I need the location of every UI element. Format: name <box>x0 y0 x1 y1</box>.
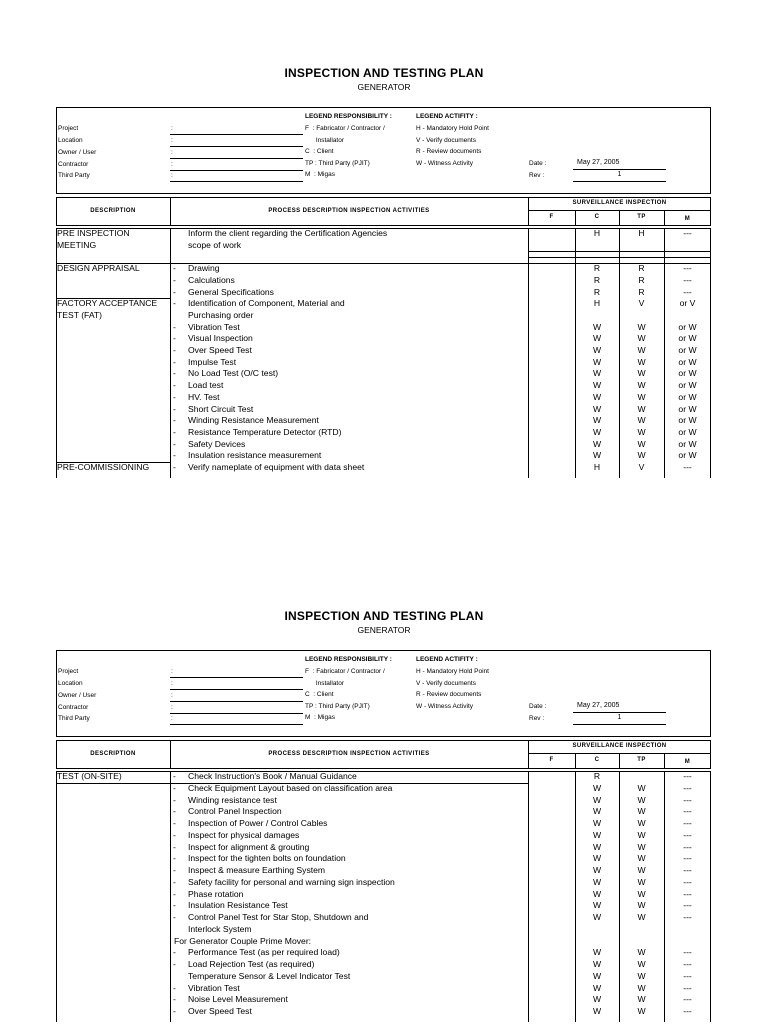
row-migas-code: --- <box>683 900 692 911</box>
row-activity: For Generator Couple Prime Mover: <box>174 935 312 946</box>
row-bullet: - <box>173 380 176 391</box>
row-migas-code: or W <box>678 368 697 379</box>
row-activity: Inspection of Power / Control Cables <box>188 818 328 828</box>
row-migas-code: --- <box>683 994 692 1005</box>
row-activity: Calculations <box>188 274 235 285</box>
row-client-code: H <box>593 462 601 472</box>
row-migas-code: or W <box>678 391 697 402</box>
row-thirdparty-code: W <box>637 391 646 402</box>
row-thirdparty-code: W <box>637 853 646 864</box>
row-activity: Load Rejection Test (as required) <box>188 959 315 969</box>
info-label: Third Party <box>58 172 90 179</box>
row-client-code: W <box>592 806 602 817</box>
column-header-tp: TP <box>637 757 646 763</box>
row-thirdparty-code: W <box>637 806 646 817</box>
column-header-m: M <box>684 759 691 765</box>
row-bullet: - <box>173 391 176 402</box>
row-migas-code: --- <box>683 782 692 793</box>
date-label: Date : <box>529 160 547 167</box>
row-thirdparty-code: W <box>637 380 646 391</box>
row-client-code: W <box>592 912 602 922</box>
row-client-code: W <box>592 345 602 355</box>
column-header-f: F <box>549 214 554 220</box>
row-thirdparty-code: W <box>637 356 646 367</box>
row-bullet: - <box>173 888 176 899</box>
row-thirdparty-code: R <box>638 274 645 285</box>
row-bullet: - <box>173 982 176 993</box>
row-activity: Inspect for physical damages <box>188 829 300 840</box>
row-migas-code: --- <box>683 771 692 781</box>
row-activity: Winding Resistance Measurement <box>188 415 319 426</box>
column-header-f: F <box>549 757 554 763</box>
row-activity: Vibration Test <box>188 982 240 993</box>
row-description: TEST (ON-SITE) <box>57 771 122 781</box>
rev-value: 1 <box>617 714 622 721</box>
row-activity: Interlock System <box>188 923 252 934</box>
row-client-code: R <box>593 274 601 285</box>
legend-activity-item: V - Verify documents <box>416 137 476 144</box>
row-bullet: - <box>173 263 176 274</box>
row-bullet: - <box>173 959 176 969</box>
column-header-c: C <box>594 214 600 220</box>
row-client-code: W <box>592 994 602 1005</box>
row-migas-code: --- <box>683 829 692 840</box>
info-colon: : <box>171 161 173 168</box>
row-client-code: W <box>592 368 602 379</box>
row-description: DESIGN APPRAISAL <box>57 263 140 274</box>
row-thirdparty-code: W <box>637 888 646 899</box>
body-left-border <box>56 771 57 1022</box>
row-migas-code: --- <box>683 959 692 969</box>
row-bullet: - <box>173 415 176 426</box>
row-activity: Safety Devices <box>188 438 246 449</box>
row-client-code: W <box>592 794 602 805</box>
row-activity: Inspect & measure Earthing System <box>188 865 326 875</box>
row-migas-code: --- <box>683 228 692 238</box>
legend-activity-item: H - Mandatory Hold Point <box>416 125 489 132</box>
row-bullet: - <box>173 876 176 887</box>
row-bullet: - <box>173 771 176 781</box>
legend-responsibility-item: C : Client <box>305 148 334 155</box>
row-client-code: W <box>592 982 602 993</box>
row-migas-code: --- <box>683 888 692 899</box>
row-client-code: R <box>593 263 601 274</box>
legend-activity-title: LEGEND ACTIFITY : <box>416 656 478 663</box>
legend-responsibility-title: LEGEND RESPONSIBILITY : <box>305 113 392 120</box>
row-migas-code: --- <box>683 286 692 297</box>
info-colon: : <box>171 149 173 156</box>
row-migas-code: --- <box>683 912 692 922</box>
row-bullet: - <box>173 356 176 367</box>
row-client-code: H <box>593 228 601 238</box>
row-bullet: - <box>173 333 176 344</box>
column-header-m: M <box>684 216 691 222</box>
legend-responsibility-item: M : Migas <box>305 171 335 178</box>
legend-activity-item: W - Witness Activity <box>416 160 474 167</box>
document-subtitle: GENERATOR <box>357 625 411 635</box>
legend-responsibility-item: C : Client <box>305 691 334 698</box>
rev-label: Rev : <box>529 715 545 722</box>
row-bullet: - <box>173 806 176 817</box>
info-colon: : <box>171 715 173 722</box>
row-thirdparty-code: W <box>637 818 646 828</box>
info-underline <box>170 689 303 690</box>
row-migas-code: --- <box>683 841 692 852</box>
column-header-process: PROCESS DESCRIPTION INSPECTION ACTIVITIES <box>268 208 430 214</box>
row-migas-code: or W <box>678 450 697 461</box>
row-activity: Impulse Test <box>188 356 237 367</box>
row-client-code: W <box>592 818 602 828</box>
row-bullet: - <box>173 274 176 285</box>
row-migas-code: --- <box>683 806 692 817</box>
info-colon: : <box>171 680 173 687</box>
row-activity: Drawing <box>188 263 220 274</box>
info-underline <box>170 713 303 714</box>
row-migas-code: --- <box>683 274 692 285</box>
row-bullet: - <box>173 829 176 840</box>
legend-activity-item: R - Review documents <box>416 148 482 155</box>
column-header-description: DESCRIPTION <box>90 208 136 214</box>
rev-underline <box>573 724 666 725</box>
legend-activity-item: H - Mandatory Hold Point <box>416 668 489 675</box>
date-value: May 27, 2005 <box>577 159 620 166</box>
row-activity: Insulation resistance measurement <box>188 450 322 461</box>
row-bullet: - <box>173 426 176 437</box>
legend-responsibility-title: LEGEND RESPONSIBILITY : <box>305 656 392 663</box>
row-description: PRE INSPECTION <box>57 228 130 238</box>
row-thirdparty-code: W <box>637 1006 646 1016</box>
row-activity: Control Panel Inspection <box>188 806 282 817</box>
column-header-surveillance: SURVEILLANCE INSPECTION <box>572 200 667 206</box>
row-migas-code: or V <box>679 298 696 309</box>
date-label: Date : <box>529 703 547 710</box>
row-client-code: W <box>592 888 602 899</box>
row-migas-code: --- <box>683 982 692 993</box>
row-bullet: - <box>173 345 176 355</box>
row-activity: Visual Inspection <box>188 333 253 344</box>
row-migas-code: --- <box>683 462 692 472</box>
row-bullet: - <box>173 947 176 958</box>
row-migas-code: or W <box>678 426 697 437</box>
row-migas-code: or W <box>678 356 697 367</box>
row-client-code: W <box>592 841 602 852</box>
row-migas-code: or W <box>678 380 697 391</box>
row-activity: Over Speed Test <box>188 345 252 355</box>
row-client-code: W <box>592 438 602 449</box>
row-thirdparty-code: R <box>638 263 645 274</box>
row-migas-code: --- <box>683 947 692 958</box>
body-column-divider <box>170 771 171 1022</box>
row-client-code: W <box>592 947 602 958</box>
row-thirdparty-code: W <box>637 794 646 805</box>
row-thirdparty-code: W <box>637 415 646 426</box>
info-colon: : <box>171 704 173 711</box>
info-colon: : <box>171 692 173 699</box>
row-activity: HV. Test <box>188 391 220 402</box>
row-thirdparty-code: W <box>637 782 646 793</box>
date-underline <box>573 712 666 713</box>
row-thirdparty-code: W <box>637 947 646 958</box>
row-activity: Winding resistance test <box>188 794 277 805</box>
row-thirdparty-code: H <box>638 228 645 238</box>
row-client-code: R <box>593 286 601 297</box>
body-column-divider <box>528 771 529 1022</box>
row-bullet: - <box>173 368 176 379</box>
row-thirdparty-code: W <box>637 403 646 414</box>
row-migas-code: or W <box>678 345 697 355</box>
row-bullet: - <box>173 853 176 864</box>
row-migas-code: or W <box>678 403 697 414</box>
legend-responsibility-item: TP : Third Party (PJIT) <box>305 703 370 710</box>
row-bullet: - <box>173 841 176 852</box>
row-client-code: W <box>592 426 602 437</box>
row-thirdparty-code: W <box>637 841 646 852</box>
row-activity: Resistance Temperature Detector (RTD) <box>188 426 342 437</box>
row-client-code: W <box>592 782 602 793</box>
row-bullet: - <box>173 298 176 309</box>
row-activity: Over Speed Test <box>188 1006 252 1016</box>
row-bullet: - <box>173 438 176 449</box>
row-client-code: W <box>592 391 602 402</box>
row-migas-code: or W <box>678 333 697 344</box>
row-activity: No Load Test (O/C test) <box>188 368 279 379</box>
row-activity: Control Panel Test for Star Stop, Shutdown and <box>188 912 369 922</box>
row-thirdparty-code: W <box>637 321 646 332</box>
row-thirdparty-code: W <box>637 970 646 981</box>
row-bullet: - <box>173 994 176 1005</box>
row-client-code: W <box>592 450 602 461</box>
info-label: Third Party <box>58 715 90 722</box>
row-client-code: W <box>592 853 602 864</box>
info-label: Contractor <box>58 161 89 168</box>
row-bullet: - <box>173 1006 176 1016</box>
row-activity: Inspect for alignment & grouting <box>188 841 310 852</box>
row-migas-code: --- <box>683 876 692 887</box>
row-bullet: - <box>173 286 176 297</box>
row-migas-code: --- <box>683 970 692 981</box>
legend-responsibility-item: Installator <box>305 680 345 687</box>
row-thirdparty-code: W <box>637 876 646 887</box>
row-thirdparty-code: W <box>637 982 646 993</box>
row-bullet: - <box>173 462 176 472</box>
info-underline <box>170 677 303 678</box>
row-activity: Safety facility for personal and warning sign inspection <box>188 876 395 887</box>
row-activity: Verify nameplate of equipment with data sheet <box>188 462 365 472</box>
row-activity: Noise Level Measurement <box>188 994 288 1005</box>
row-client-code: W <box>592 970 602 981</box>
info-colon: : <box>171 172 173 179</box>
row-bullet: - <box>173 818 176 828</box>
info-underline <box>170 701 303 702</box>
info-colon: : <box>171 125 173 132</box>
row-description: FACTORY ACCEPTANCE <box>57 298 158 309</box>
info-label: Owner / User <box>58 149 97 156</box>
document-title: INSPECTION AND TESTING PLAN <box>284 609 484 623</box>
column-header-process: PROCESS DESCRIPTION INSPECTION ACTIVITIES <box>268 751 430 757</box>
info-label: Owner / User <box>58 692 97 699</box>
info-label: Location <box>58 137 83 144</box>
rev-label: Rev : <box>529 172 545 179</box>
row-activity: Check Equipment Layout based on classification area <box>188 782 393 793</box>
info-label: Project <box>58 668 79 675</box>
column-header-tp: TP <box>637 214 646 220</box>
row-thirdparty-code: W <box>637 829 646 840</box>
rev-value: 1 <box>617 171 622 178</box>
row-migas-code: or W <box>678 438 697 449</box>
row-migas-code: --- <box>683 865 692 875</box>
row-bullet: - <box>173 794 176 805</box>
row-description: TEST (FAT) <box>57 309 103 320</box>
row-activity: Phase rotation <box>188 888 244 899</box>
row-client-code: W <box>592 321 602 332</box>
legend-activity-item: W - Witness Activity <box>416 703 474 710</box>
row-activity: scope of work <box>188 239 242 250</box>
row-migas-code: --- <box>683 818 692 828</box>
row-activity: Performance Test (as per required load) <box>188 947 340 958</box>
row-activity: Insulation Resistance Test <box>188 900 288 911</box>
row-thirdparty-code: R <box>638 286 645 297</box>
row-thirdparty-code: W <box>637 959 646 969</box>
row-thirdparty-code: W <box>637 912 646 922</box>
row-thirdparty-code: W <box>637 333 646 344</box>
row-migas-code: --- <box>683 1006 692 1016</box>
row-client-code: H <box>593 298 601 309</box>
info-label: Project <box>58 125 79 132</box>
row-migas-code: --- <box>683 794 692 805</box>
row-thirdparty-code: W <box>637 426 646 437</box>
row-activity: Inform the client regarding the Certification Agencies <box>188 228 388 238</box>
row-client-code: W <box>592 1006 602 1016</box>
info-colon: : <box>171 668 173 675</box>
row-client-code: W <box>592 959 602 969</box>
row-description: MEETING <box>57 239 97 250</box>
row-thirdparty-code: W <box>637 438 646 449</box>
row-thirdparty-code: W <box>637 865 646 875</box>
legend-activity-title: LEGEND ACTIFITY : <box>416 113 478 120</box>
row-bullet: - <box>173 321 176 332</box>
document-subtitle: GENERATOR <box>357 82 411 92</box>
row-activity: Vibration Test <box>188 321 240 332</box>
row-activity: Temperature Sensor & Level Indicator Test <box>188 970 351 981</box>
row-thirdparty-code: W <box>637 450 646 461</box>
row-bullet: - <box>173 403 176 414</box>
row-client-code: R <box>593 771 601 781</box>
row-bullet: - <box>173 782 176 793</box>
row-thirdparty-code: W <box>637 994 646 1005</box>
row-thirdparty-code: W <box>637 345 646 355</box>
row-thirdparty-code: V <box>638 462 645 472</box>
legend-responsibility-item: M : Migas <box>305 714 335 721</box>
row-client-code: W <box>592 900 602 911</box>
row-bullet: - <box>173 900 176 911</box>
date-value: May 27, 2005 <box>577 702 620 709</box>
legend-activity-item: R - Review documents <box>416 691 482 698</box>
row-thirdparty-code: W <box>637 900 646 911</box>
info-underline <box>170 724 303 725</box>
column-header-description: DESCRIPTION <box>90 751 136 757</box>
row-activity: Inspect for the tighten bolts on foundation <box>188 853 346 864</box>
row-client-code: W <box>592 333 602 344</box>
row-migas-code: or W <box>678 415 697 426</box>
row-migas-code: or W <box>678 321 697 332</box>
info-label: Location <box>58 680 83 687</box>
row-client-code: W <box>592 356 602 367</box>
info-label: Contractor <box>58 704 89 711</box>
row-activity: Short Circuit Test <box>188 403 254 414</box>
column-header-surveillance: SURVEILLANCE INSPECTION <box>572 743 667 749</box>
row-activity: General Specifications <box>188 286 274 297</box>
row-client-code: W <box>592 403 602 414</box>
legend-activity-item: V - Verify documents <box>416 680 476 687</box>
document-title: INSPECTION AND TESTING PLAN <box>284 66 484 80</box>
row-activity: Identification of Component, Material and <box>188 298 345 309</box>
row-activity: Purchasing order <box>188 309 254 320</box>
column-header-c: C <box>594 757 600 763</box>
row-client-code: W <box>592 865 602 875</box>
row-bullet: - <box>173 912 176 922</box>
info-colon: : <box>171 137 173 144</box>
row-client-code: W <box>592 380 602 391</box>
legend-responsibility-item: F : Fabricator / Contractor / <box>305 668 385 675</box>
row-client-code: W <box>592 876 602 887</box>
row-client-code: W <box>592 415 602 426</box>
legend-responsibility-item: TP : Third Party (PJIT) <box>305 160 370 167</box>
legend-responsibility-item: Installator <box>305 137 345 144</box>
row-bullet: - <box>173 865 176 875</box>
row-activity: Check Instruction's Book / Manual Guidance <box>188 771 357 781</box>
row-thirdparty-code: V <box>638 298 645 309</box>
row-activity: Load test <box>188 380 224 391</box>
legend-responsibility-item: F : Fabricator / Contractor / <box>305 125 385 132</box>
row-migas-code: --- <box>683 853 692 864</box>
row-bullet: - <box>173 450 176 461</box>
row-thirdparty-code: W <box>637 368 646 379</box>
row-migas-code: --- <box>683 263 692 274</box>
row-description: PRE-COMMISSIONING <box>57 462 150 472</box>
row-client-code: W <box>592 829 602 840</box>
